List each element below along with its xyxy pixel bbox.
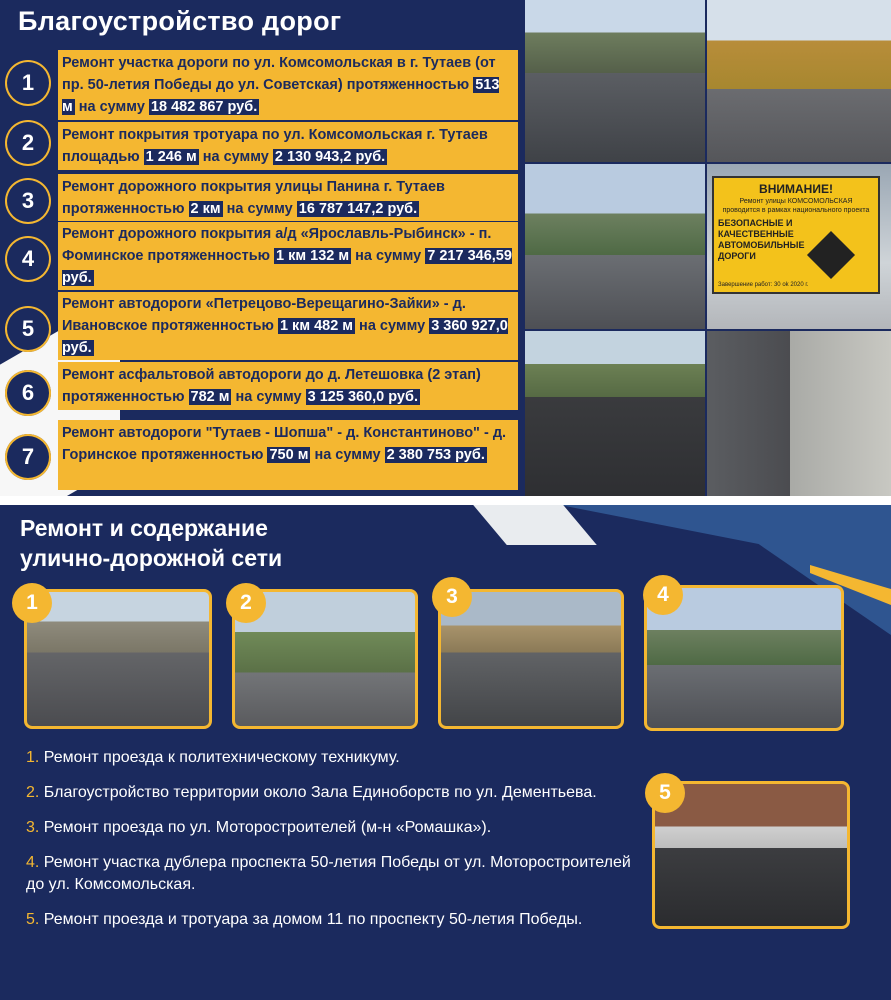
- photo-asphalt-paver: [525, 331, 705, 496]
- card-number-5: 5: [645, 773, 685, 813]
- repairs-list: [26, 747, 636, 944]
- item-number-2: 2: [5, 120, 51, 166]
- list-item: 2. Благоустройство территории около Зала Единоборств по ул. Дементьева.: [26, 784, 597, 801]
- item-number-1: 1: [5, 60, 51, 106]
- national-project-sign: ВНИМАНИЕ! Ремонт улицы КОМСОМОЛЬСКАЯ проводится в рамках национального проекта БЕЗОПАСНЫЕ И КАЧЕСТВЕННЫЕ АВТОМОБИЛЬНЫЕ ДОРОГИ Завершение работ: 30 ok 2020 г.: [712, 176, 880, 294]
- photo-komsomolskaya-street: [525, 0, 705, 162]
- item-row-5: Ремонт автодороги «Петрецово-Верещагино-Зайки» - д. Ивановское протяженностью 1 км 482 м на сумму 3 360 927,0 руб.: [58, 292, 518, 360]
- street-network-slide: [0, 505, 891, 1000]
- item-number-6: 6: [5, 370, 51, 416]
- photo-curb-sidewalk: [707, 331, 891, 496]
- list-item: 3. Ремонт проезда по ул. Моторостроителей (м-н «Ромашка»).: [26, 819, 492, 836]
- item-row-1: Ремонт участка дороги по ул. Комсомольская в г. Тутаев (от пр. 50-летия Победы до ул. Советская) протяженностью 513 м на сумму 18 482 867 руб.: [58, 50, 518, 120]
- item-number-5: 5: [5, 306, 51, 352]
- photo-card-1: [24, 589, 212, 729]
- card-number-2: 2: [226, 583, 266, 623]
- card-number-1: 1: [12, 583, 52, 623]
- list-item: 1. Ремонт проезда к политехническому техникуму.: [26, 749, 400, 766]
- item-row-4: Ремонт дорожного покрытия а/д «Ярославль-Рыбинск» - п. Фоминское протяженностью 1 км 132 м на сумму 7 217 346,59 руб.: [58, 222, 518, 290]
- item-number-7: 7: [5, 434, 51, 480]
- item-row-3: Ремонт дорожного покрытия улицы Панина г. Тутаев протяженностью 2 км на сумму 16 787 147,2 руб.: [58, 174, 518, 221]
- slide-title: Ремонт и содержание улично-дорожной сети: [20, 515, 283, 571]
- road-improvement-slide: [0, 0, 891, 496]
- item-number-3: 3: [5, 178, 51, 224]
- item-row-6: Ремонт асфальтовой автодороги до д. Летешовка (2 этап) протяженностью 782 м на сумму 3 125 360,0 руб.: [58, 362, 518, 410]
- item-row-7: Ремонт автодороги "Тутаев - Шопша" - д. Константиново" - д. Горинское протяженностью 750 м на сумму 2 380 753 руб.: [58, 420, 518, 490]
- list-item: 5. Ремонт проезда и тротуара за домом 11 по проспекту 50-летия Победы.: [26, 911, 583, 928]
- decorative-stripe-white: [473, 505, 597, 545]
- list-item: 4. Ремонт участка дублера проспекта 50-летия Победы от ул. Моторостроителей до ул. Комсомольская.: [26, 854, 631, 893]
- card-number-3: 3: [432, 577, 472, 617]
- item-row-2: Ремонт покрытия тротуара по ул. Комсомольская г. Тутаев площадью 1 246 м на сумму 2 130 943,2 руб.: [58, 122, 518, 170]
- item-number-4: 4: [5, 236, 51, 282]
- card-number-4: 4: [643, 575, 683, 615]
- photo-panina-street: [525, 164, 705, 329]
- slide-title: Благоустройство дорог: [18, 6, 342, 36]
- photo-sidewalk-road: [707, 0, 891, 162]
